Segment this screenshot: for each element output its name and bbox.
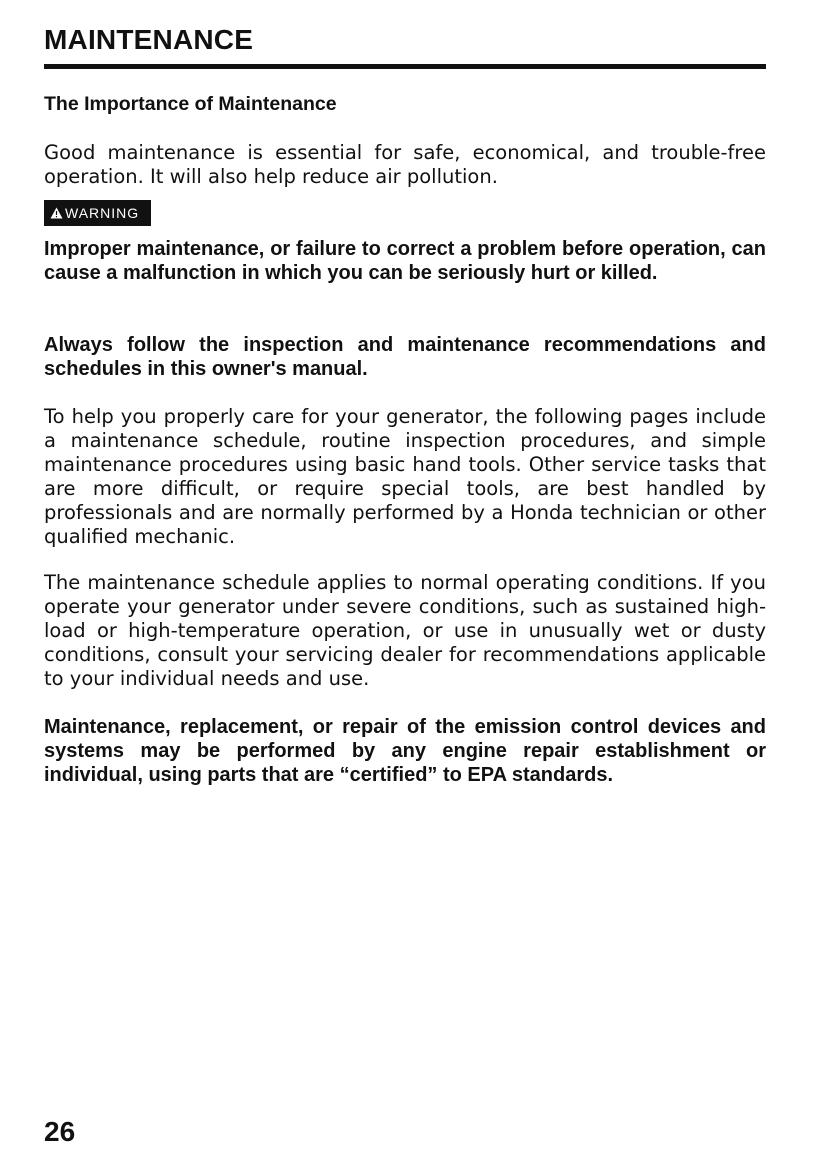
warning-text: Improper maintenance, or failure to correct a problem before operation, can cause a malfunction in which you can be seriously hurt or killed. bbox=[44, 238, 766, 284]
care-paragraph: To help you properly care for your generator, the following pages include a maintenance schedule, routine inspection procedures, and simple maintenance procedures using basic hand tools. Other service tasks that are more difficult, or require special tools, are best handled by professionals and are normally performed by a Honda technician or other qualified mechanic. bbox=[44, 405, 766, 548]
warning-label: WARNING bbox=[65, 205, 140, 221]
title-rule bbox=[44, 64, 766, 69]
section-title: MAINTENANCE bbox=[44, 24, 254, 55]
page-number: 26 bbox=[44, 1116, 76, 1147]
follow-recommendations-text: Always follow the inspection and maintenance recommendations and schedules in this owner's manual. bbox=[44, 334, 766, 380]
intro-paragraph: Good maintenance is essential for safe, economical, and trouble-free operation. It will also help reduce air pollution. bbox=[44, 141, 766, 188]
emission-paragraph: Maintenance, replacement, or repair of the emission control devices and systems may be performed by any engine repair establishment or individual, using parts that are “certified” to EPA standards. bbox=[44, 716, 766, 786]
schedule-paragraph: The maintenance schedule applies to normal operating conditions. If you operate your generator under severe conditions, such as sustained high-load or high-temperature operation, or use in unusually wet or dusty conditions, consult your servicing dealer for recommendations applicable to your individual needs and use. bbox=[44, 571, 766, 690]
manual-page bbox=[44, 0, 766, 1164]
warning-triangle-icon bbox=[50, 207, 63, 219]
warning-badge bbox=[44, 200, 151, 226]
subheading: The Importance of Maintenance bbox=[44, 93, 337, 115]
